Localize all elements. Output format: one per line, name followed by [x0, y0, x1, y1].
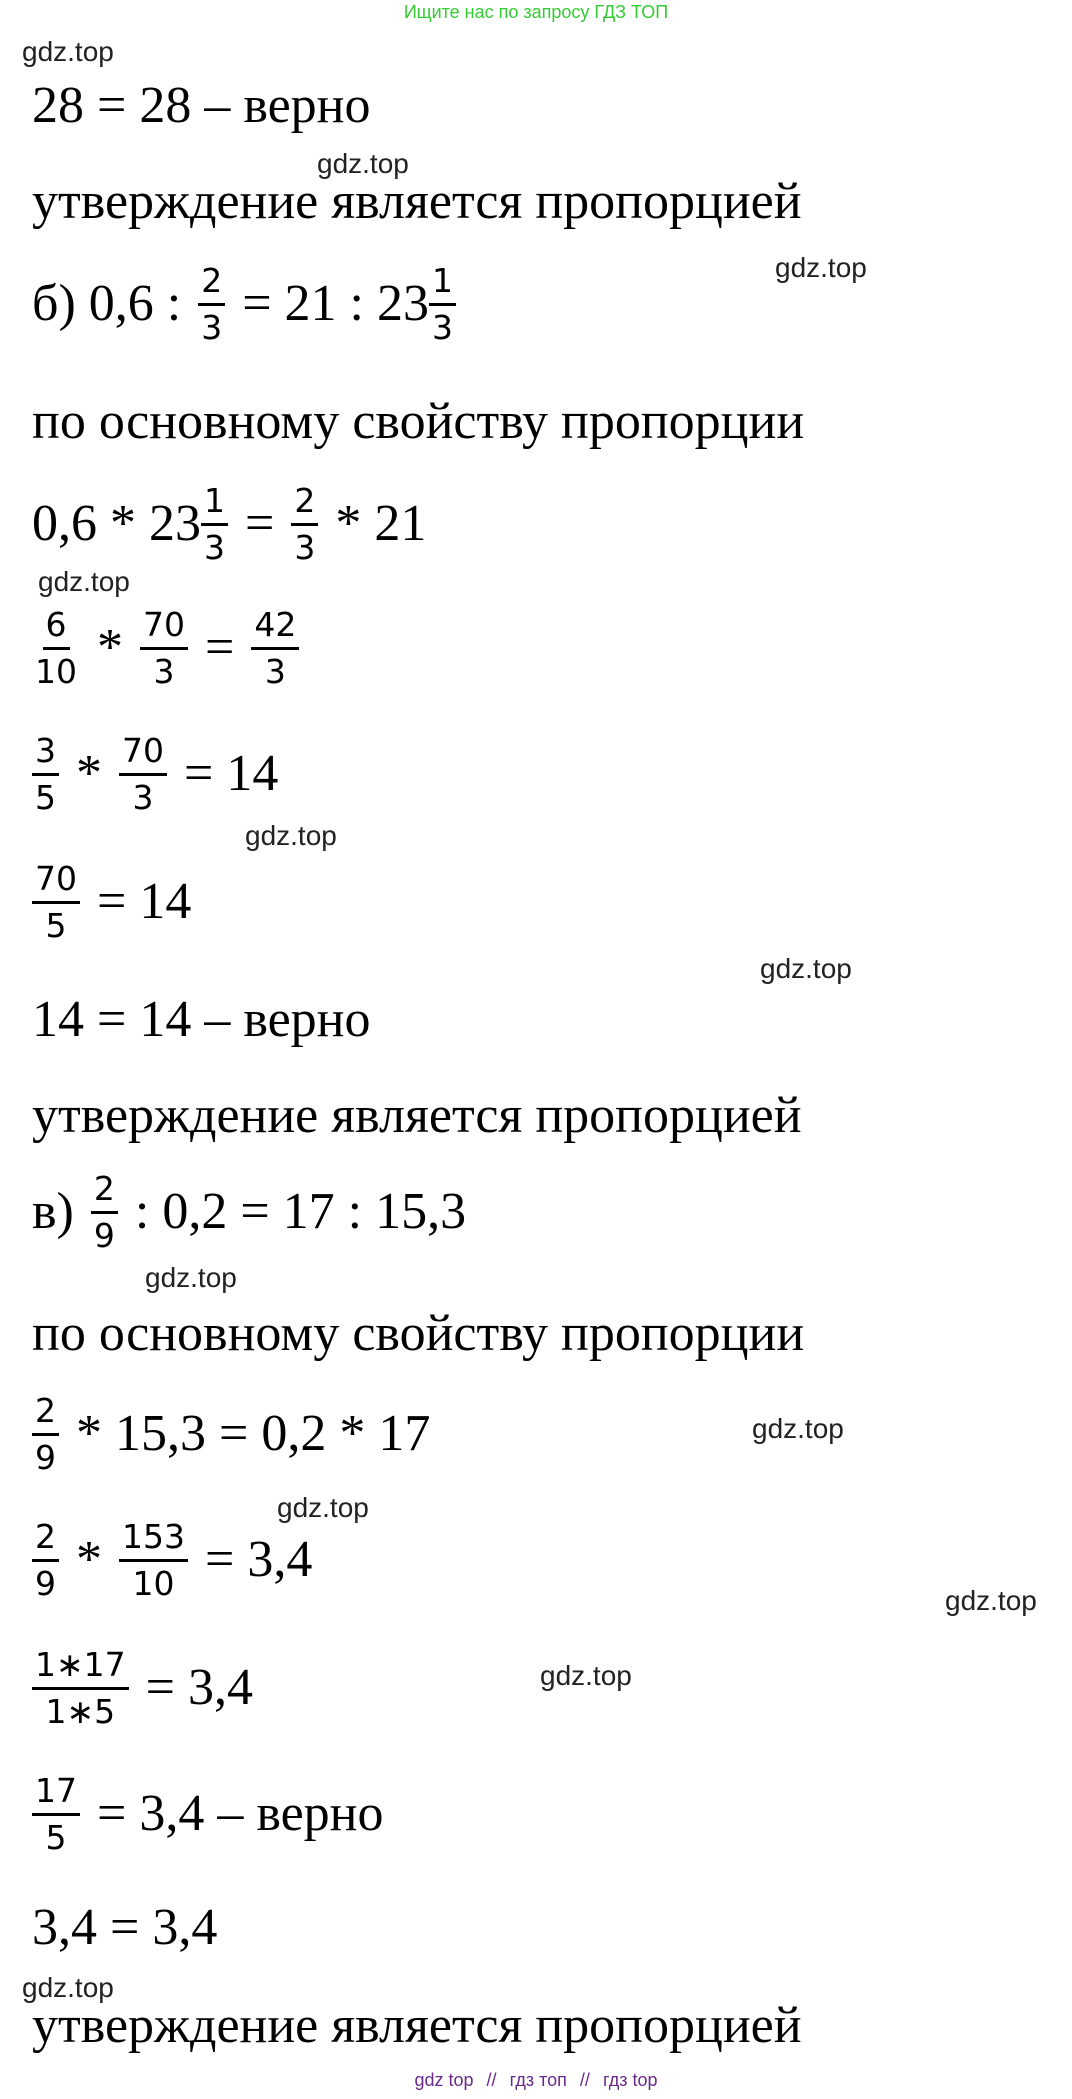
fraction	[201, 482, 228, 567]
denominator: 9	[35, 1437, 56, 1477]
line-text: =	[192, 619, 248, 677]
watermark: gdz.top	[760, 953, 852, 984]
denominator: 9	[35, 1563, 56, 1603]
watermark: gdz.top	[22, 1972, 114, 2003]
line-text: по основному свойству пропорции	[32, 1305, 805, 1362]
watermark: gdz.top	[145, 1262, 237, 1293]
numerator: 3	[32, 732, 59, 776]
line-text: утверждение является пропорцией	[32, 1997, 802, 2054]
numerator: 42	[251, 606, 299, 650]
watermark: gdz.top	[277, 1492, 369, 1523]
footer-link[interactable]: гдз топ	[509, 2070, 567, 2090]
watermark: gdz.top	[245, 820, 337, 851]
numerator: 1	[201, 482, 228, 526]
math-line	[32, 860, 191, 945]
math-line	[32, 77, 371, 134]
math-line	[32, 1646, 253, 1731]
fraction	[91, 1170, 118, 1255]
fraction	[32, 1518, 59, 1603]
math-line	[32, 1518, 312, 1603]
math-line	[32, 1899, 218, 1956]
numerator: 2	[91, 1170, 118, 1214]
line-text: 0,6 * 23	[32, 495, 201, 553]
math-line	[32, 991, 371, 1048]
math-line	[32, 732, 278, 817]
denominator: 5	[45, 1817, 67, 1857]
fraction	[251, 606, 299, 691]
numerator: 70	[119, 732, 167, 776]
line-text: 3,4 = 3,4	[32, 1899, 218, 1956]
numerator: 2	[32, 1392, 59, 1436]
math-line	[32, 262, 460, 347]
numerator: 2	[291, 482, 318, 526]
fraction	[140, 606, 188, 691]
line-text: : 0,2 = 17 : 15,3	[121, 1183, 467, 1241]
numerator: 17	[32, 1772, 80, 1816]
footer-separator: //	[486, 2070, 497, 2090]
line-text: б) 0,6 :	[32, 275, 195, 333]
line-text: 28 = 28 – верно	[32, 77, 371, 134]
line-text: =	[232, 495, 288, 553]
numerator: 2	[198, 262, 225, 306]
denominator: 10	[35, 651, 77, 691]
denominator: 3	[294, 527, 316, 567]
denominator: 3	[432, 307, 454, 347]
fraction	[32, 1646, 129, 1731]
denominator: 3	[201, 307, 223, 347]
line-text: * 21	[322, 495, 427, 553]
footer-link[interactable]: гдз top	[602, 2070, 658, 2090]
line-text: по основному свойству пропорции	[32, 393, 805, 450]
line-text: *	[84, 619, 136, 677]
math-line	[32, 482, 426, 567]
footer-link[interactable]: gdz top	[414, 2070, 474, 2090]
watermark: gdz.top	[775, 252, 867, 283]
top-banner: Ищите нас по запросу ГДЗ ТОП	[403, 2, 669, 22]
line-text: = 14	[171, 745, 279, 803]
watermark: gdz.top	[540, 1660, 632, 1691]
denominator: 1∗5	[45, 1691, 116, 1731]
line-text: = 3,4	[132, 1659, 253, 1717]
line-text: *	[63, 1531, 115, 1589]
line-text: утверждение является пропорцией	[32, 173, 802, 230]
line-text: утверждение является пропорцией	[32, 1087, 802, 1144]
numerator: 70	[140, 606, 188, 650]
numerator: 1∗17	[32, 1646, 129, 1690]
denominator: 10	[132, 1563, 175, 1603]
footer-separator: //	[579, 2070, 590, 2090]
watermark: gdz.top	[945, 1585, 1037, 1616]
fraction	[429, 262, 456, 347]
denominator: 3	[132, 777, 154, 817]
fraction	[32, 606, 80, 691]
line-text: * 15,3 = 0,2 * 17	[63, 1405, 431, 1463]
text-line	[32, 1997, 802, 2054]
denominator: 3	[264, 651, 286, 691]
denominator: 3	[204, 527, 225, 567]
watermark: gdz.top	[38, 566, 130, 597]
denominator: 9	[93, 1215, 115, 1255]
fraction	[291, 482, 318, 567]
fraction	[119, 1518, 188, 1603]
denominator: 5	[45, 905, 67, 945]
watermark: gdz.top	[22, 36, 114, 67]
math-line	[32, 1392, 430, 1477]
fraction	[119, 732, 167, 817]
line-text: *	[63, 745, 115, 803]
fraction	[32, 860, 80, 945]
line-text: = 21 : 23	[229, 275, 430, 333]
numerator: 70	[32, 860, 80, 904]
line-text: в)	[32, 1183, 87, 1241]
fraction	[32, 1392, 59, 1477]
denominator: 3	[153, 651, 175, 691]
denominator: 5	[35, 777, 56, 817]
numerator: 2	[32, 1518, 59, 1562]
text-line	[32, 173, 802, 230]
fraction	[32, 732, 59, 817]
fraction	[198, 262, 225, 347]
line-text: 14 = 14 – верно	[32, 991, 371, 1048]
numerator: 1	[429, 262, 456, 306]
text-line	[32, 1087, 802, 1144]
watermark: gdz.top	[752, 1413, 844, 1444]
math-line	[32, 1772, 383, 1857]
watermark: gdz.top	[317, 148, 409, 179]
line-text: = 3,4	[192, 1531, 313, 1589]
line-text: = 14	[84, 873, 192, 931]
numerator: 6	[43, 606, 70, 650]
fraction	[32, 1772, 80, 1857]
math-line	[32, 1170, 466, 1255]
text-line	[32, 1305, 805, 1362]
text-line	[32, 393, 805, 450]
line-text: = 3,4 – верно	[84, 1785, 384, 1843]
numerator: 153	[119, 1518, 188, 1562]
math-line	[32, 606, 303, 691]
footer-links	[0, 2070, 1072, 2091]
